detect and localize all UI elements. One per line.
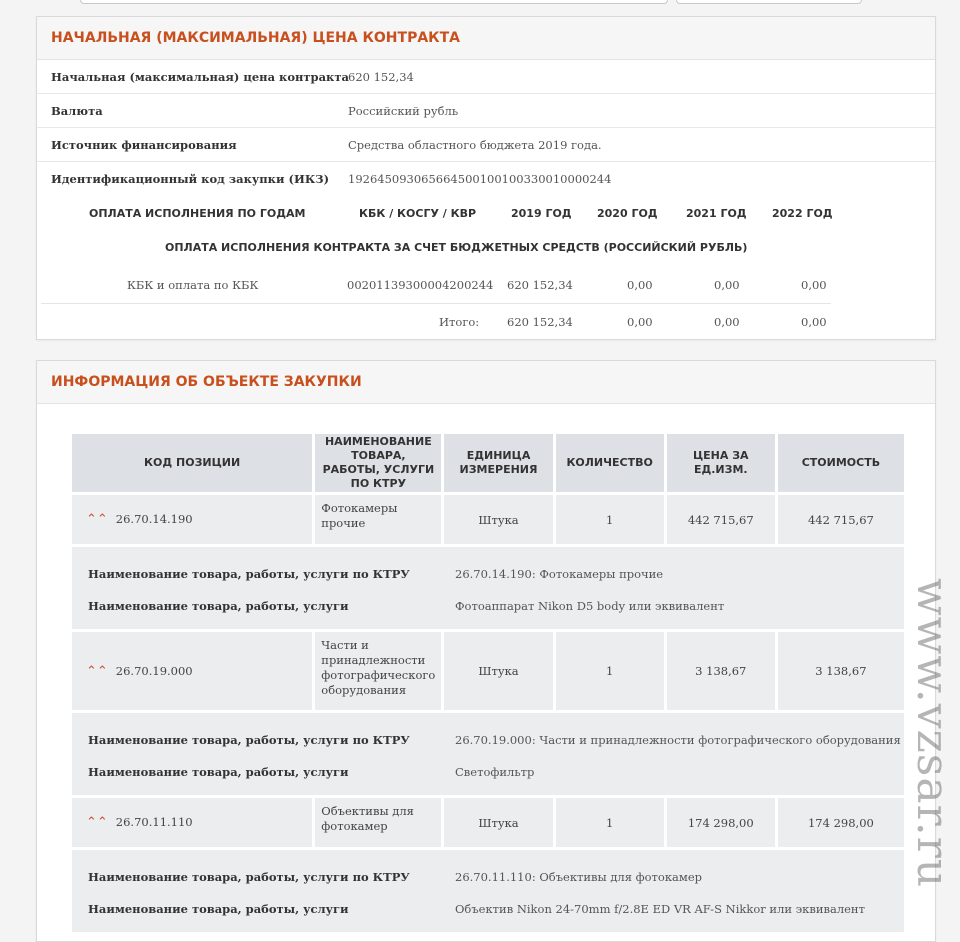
- item-detail-row: [72, 713, 904, 795]
- currency-value: Российский рубль: [348, 104, 459, 118]
- total-2022: 0,00: [801, 315, 827, 329]
- funding-source-label: Источник финансирования: [51, 138, 237, 152]
- item-code: 26.70.11.110: [115, 815, 193, 829]
- row-initial-price: [37, 60, 935, 94]
- procurement-title: ИНФОРМАЦИЯ ОБ ОБЪЕКТЕ ЗАКУПКИ: [37, 361, 935, 404]
- row-funding-source: [37, 128, 935, 162]
- detail-ktru-label: Наименование товара, работы, услуги по КТРУ: [88, 870, 410, 884]
- chevron-up-icon[interactable]: ⌃⌃: [86, 512, 108, 527]
- total-label: Итого:: [439, 315, 480, 329]
- table-row[interactable]: [72, 798, 904, 847]
- item-detail: [72, 547, 904, 629]
- budget-row-2021: 0,00: [714, 278, 740, 292]
- budget-row-kbk: 00201139300004200244: [347, 278, 494, 292]
- item-cost: 3 138,67: [778, 632, 904, 710]
- item-qty: 1: [556, 632, 664, 710]
- initial-price-value: 620 152,34: [348, 70, 414, 84]
- budget-row-label: КБК и оплата по КБК: [127, 278, 259, 292]
- item-name: Части и принадлежности фотографического оборудования: [315, 632, 441, 710]
- item-name: Объективы для фотокамер: [315, 798, 441, 847]
- detail-ktru-label: Наименование товара, работы, услуги по КТРУ: [88, 567, 410, 581]
- budget-kbk-row: [41, 268, 831, 304]
- year-2021-header: 2021 ГОД: [686, 207, 747, 220]
- item-cost: 174 298,00: [778, 798, 904, 847]
- item-unit: Штука: [444, 798, 552, 847]
- item-code: 26.70.19.000: [115, 663, 193, 678]
- detail-name-value: Объектив Nikon 24-70mm f/2.8E ED VR AF-S Nikkor или эквивалент: [455, 902, 865, 916]
- detail-ktru-value: 26.70.11.110: Объективы для фотокамер: [455, 870, 702, 884]
- top-input-right[interactable]: [676, 0, 862, 4]
- contract-price-title: НАЧАЛЬНАЯ (МАКСИМАЛЬНАЯ) ЦЕНА КОНТРАКТА: [37, 17, 935, 60]
- ikz-value: 192645093065664500100100330010000244: [348, 172, 612, 186]
- row-ikz: [37, 162, 935, 195]
- item-price: 442 715,67: [667, 495, 775, 544]
- top-input-left[interactable]: [80, 0, 668, 4]
- item-name: Фотокамеры прочие: [315, 495, 441, 544]
- detail-ktru-label: Наименование товара, работы, услуги по КТРУ: [88, 733, 410, 747]
- item-qty: 1: [556, 798, 664, 847]
- detail-name-value: Фотоаппарат Nikon D5 body или эквивалент: [455, 599, 725, 613]
- item-unit: Штука: [444, 495, 552, 544]
- header-qty: КОЛИЧЕСТВО: [556, 434, 664, 492]
- item-detail-row: [72, 547, 904, 629]
- ikz-label: Идентификационный код закупки (ИКЗ): [51, 172, 330, 186]
- procurement-panel: [36, 360, 936, 942]
- item-code-cell[interactable]: [72, 798, 312, 847]
- site-watermark: www.vzsar.ru: [907, 578, 958, 889]
- detail-ktru-value: 26.70.14.190: Фотокамеры прочие: [455, 567, 664, 581]
- item-unit: Штука: [444, 632, 552, 710]
- header-cost: СТОИМОСТЬ: [778, 434, 904, 492]
- budget-row-2019: 620 152,34: [507, 278, 573, 292]
- header-price: ЦЕНА ЗА ЕД.ИЗМ.: [667, 434, 775, 492]
- header-name: НАИМЕНОВАНИЕ ТОВАРА, РАБОТЫ, УСЛУГИ ПО КТРУ: [315, 434, 441, 492]
- year-2020-header: 2020 ГОД: [597, 207, 658, 220]
- table-header-row: [72, 434, 904, 492]
- item-code: 26.70.14.190: [115, 512, 193, 526]
- row-currency: [37, 94, 935, 128]
- item-code-cell[interactable]: [72, 495, 312, 544]
- budget-row-2020: 0,00: [627, 278, 653, 292]
- item-detail: [72, 713, 904, 795]
- year-2022-header: 2022 ГОД: [772, 207, 833, 220]
- header-code: КОД ПОЗИЦИИ: [72, 434, 312, 492]
- item-price: 3 138,67: [667, 632, 775, 710]
- item-price: 174 298,00: [667, 798, 775, 847]
- total-2019: 620 152,34: [507, 315, 573, 329]
- funding-source-value: Средства областного бюджета 2019 года.: [348, 138, 602, 152]
- detail-name-label: Наименование товара, работы, услуги: [88, 765, 349, 779]
- total-row: [41, 304, 831, 338]
- detail-ktru-value: 26.70.19.000: Части и принадлежности фотографического оборудования: [455, 733, 901, 747]
- year-2019-header: 2019 ГОД: [511, 207, 572, 220]
- years-header-label: ОПЛАТА ИСПОЛНЕНИЯ ПО ГОДАМ: [89, 207, 306, 220]
- initial-price-label: Начальная (максимальная) цена контракта: [51, 70, 349, 84]
- contract-price-panel: [36, 16, 936, 340]
- item-cost: 442 715,67: [778, 495, 904, 544]
- detail-name-value: Светофильтр: [455, 765, 535, 779]
- item-qty: 1: [556, 495, 664, 544]
- currency-label: Валюта: [51, 104, 103, 118]
- chevron-up-icon[interactable]: ⌃⌃: [86, 815, 108, 830]
- detail-name-label: Наименование товара, работы, услуги: [88, 902, 349, 916]
- years-header: [37, 195, 935, 231]
- chevron-up-icon[interactable]: ⌃⌃: [86, 663, 108, 679]
- budget-title-row: [37, 231, 935, 268]
- table-row[interactable]: [72, 632, 904, 710]
- detail-name-label: Наименование товара, работы, услуги: [88, 599, 349, 613]
- total-2020: 0,00: [627, 315, 653, 329]
- budget-title: ОПЛАТА ИСПОЛНЕНИЯ КОНТРАКТА ЗА СЧЕТ БЮДЖЕТНЫХ СРЕДСТВ (РОССИЙСКИЙ РУБЛЬ): [165, 241, 748, 254]
- header-unit: ЕДИНИЦА ИЗМЕРЕНИЯ: [444, 434, 552, 492]
- kbk-header: КБК / КОСГУ / КВР: [359, 207, 477, 220]
- budget-row-2022: 0,00: [801, 278, 827, 292]
- table-row[interactable]: [72, 495, 904, 544]
- procurement-table: [69, 431, 907, 935]
- total-2021: 0,00: [714, 315, 740, 329]
- item-code-cell[interactable]: [72, 632, 312, 710]
